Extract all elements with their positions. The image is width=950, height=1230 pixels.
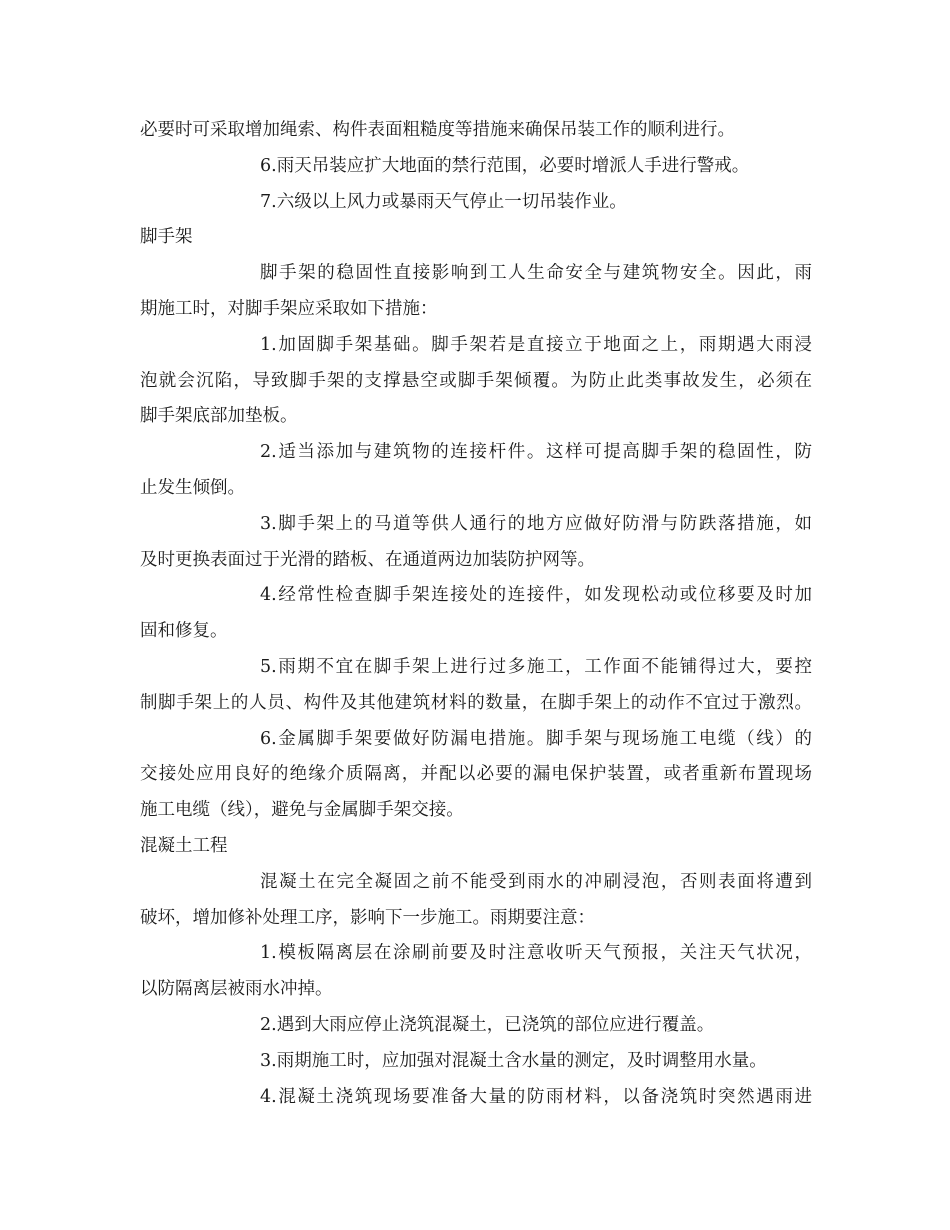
text-line: 破坏，增加修补处理工序，影响下一步施工。雨期要注意： — [140, 907, 595, 928]
text-line: 混凝土在完全凝固之前不能受到雨水的冲刷浸泡，否则表面将遭到 — [260, 871, 812, 892]
text-line: 制脚手架上的人员、构件及其他建筑材料的数量，在脚手架上的动作不宜过于激烈。 — [140, 692, 812, 713]
text-line: 6.金属脚手架要做好防漏电措施。脚手架与现场施工电缆（线）的 — [260, 728, 812, 749]
text-line: 1.模板隔离层在涂刷前要及时注意收听天气预报，关注天气状况， — [260, 943, 812, 964]
text-line: 交接处应用良好的绝缘介质隔离，并配以必要的漏电保护装置，或者重新布置现场 — [140, 764, 812, 785]
section-heading: 脚手架 — [140, 227, 193, 248]
text-line: 脚手架的稳固性直接影响到工人生命安全与建筑物安全。因此，雨 — [260, 263, 812, 284]
text-line: 5.雨期不宜在脚手架上进行过多施工，工作面不能铺得过大，要控 — [260, 656, 812, 677]
text-line: 2.遇到大雨应停止浇筑混凝土，已浇筑的部位应进行覆盖。 — [260, 1014, 715, 1035]
text-line: 脚手架底部加垫板。 — [140, 406, 298, 427]
text-line: 4.混凝土浇筑现场要准备大量的防雨材料，以备浇筑时突然遇雨进 — [260, 1086, 812, 1107]
section-heading: 混凝土工程 — [140, 835, 228, 856]
text-line: 止发生倾倒。 — [140, 477, 245, 498]
document-body — [140, 113, 812, 1115]
text-line: 期施工时，对脚手架应采取如下措施： — [140, 298, 438, 319]
text-line: 以防隔离层被雨水冲掉。 — [140, 979, 333, 1000]
text-line: 必要时可采取增加绳索、构件表面粗糙度等措施来确保吊装工作的顺利进行。 — [140, 120, 735, 140]
text-line: 固和修复。 — [140, 621, 228, 642]
text-line: 3.雨期施工时，应加强对混凝土含水量的测定，及时调整用水量。 — [260, 1050, 767, 1071]
text-line: 施工电缆（线），避免与金属脚手架交接。 — [140, 800, 464, 821]
text-line: 4.经常性检查脚手架连接处的连接件，如发现松动或位移要及时加 — [260, 585, 812, 606]
text-line: 及时更换表面过于光滑的踏板、在通道两边加装防护网等。 — [140, 549, 595, 570]
text-line: 7.六级以上风力或暴雨天气停止一切吊装作业。 — [260, 191, 627, 212]
text-line: 1.加固脚手架基础。脚手架若是直接立于地面之上，雨期遇大雨浸 — [260, 334, 812, 355]
text-line: 3.脚手架上的马道等供人通行的地方应做好防滑与防跌落措施，如 — [260, 513, 812, 534]
text-line: 泡就会沉陷，导致脚手架的支撑悬空或脚手架倾覆。为防止此类事故发生，必须在 — [140, 370, 812, 391]
text-line: 2.适当添加与建筑物的连接杆件。这样可提高脚手架的稳固性，防 — [260, 442, 812, 463]
text-line: 6.雨天吊装应扩大地面的禁行范围，必要时增派人手进行警戒。 — [260, 155, 750, 176]
